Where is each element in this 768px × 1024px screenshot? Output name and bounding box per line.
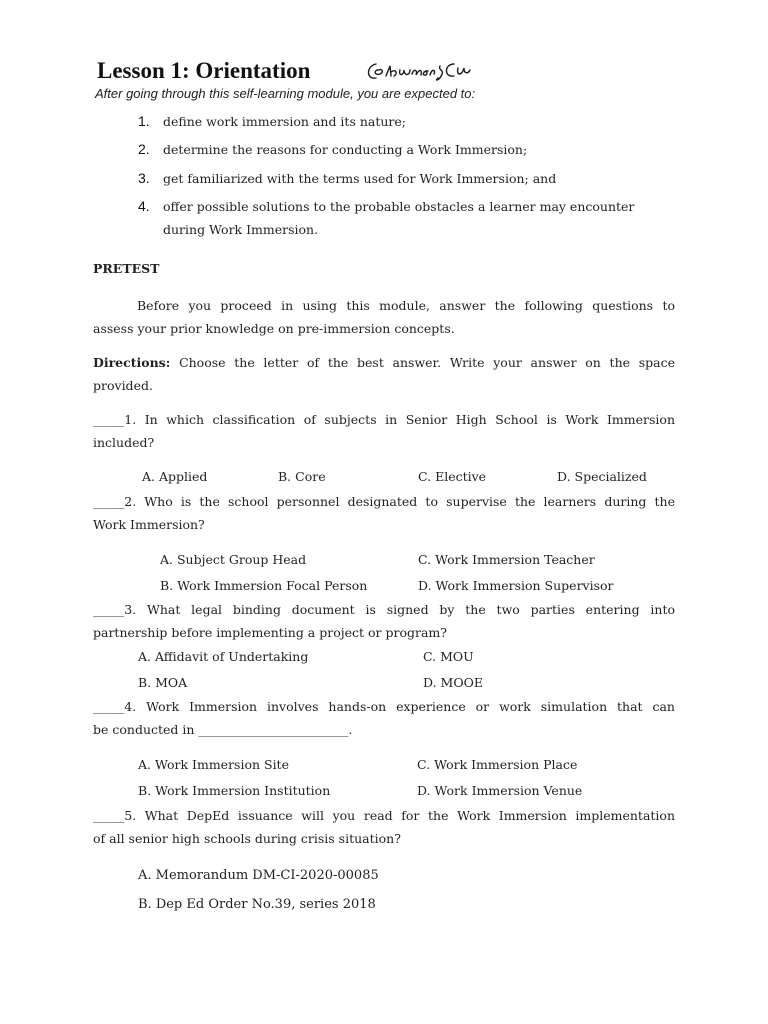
question-text: partnership before implementing a project or program? bbox=[93, 625, 447, 640]
question-text: _____1. In which classification of subjects in Senior High School is Work Immersion bbox=[93, 412, 675, 427]
directions bbox=[93, 351, 675, 397]
objective-continuation: during Work Immersion. bbox=[163, 222, 319, 237]
pretest-heading: PRETEST bbox=[93, 261, 160, 276]
answer-option: C. Work Immersion Place bbox=[417, 757, 578, 772]
question-1 bbox=[93, 408, 675, 454]
answer-option: C. MOU bbox=[423, 649, 474, 664]
objective-number: 3. bbox=[138, 170, 150, 186]
objective-item: get familiarized with the terms used for Work Immersion; and bbox=[163, 171, 557, 186]
question-text: Work Immersion? bbox=[93, 517, 205, 532]
answer-option: A. Memorandum DM-CI-2020-00085 bbox=[138, 868, 379, 883]
intro-text: After going through this self-learning module, you are expected to: bbox=[95, 86, 476, 101]
pretest-intro-line: assess your prior knowledge on pre-immersion concepts. bbox=[93, 321, 455, 336]
question-text: be conducted in ________________________. bbox=[93, 722, 353, 737]
answer-option: A. Affidavit of Undertaking bbox=[138, 649, 309, 664]
answer-option: C. Work Immersion Teacher bbox=[418, 552, 595, 567]
answer-option: B. Work Immersion Institution bbox=[138, 783, 331, 798]
pretest-intro bbox=[93, 294, 675, 340]
question-2 bbox=[93, 490, 675, 536]
objective-number: 1. bbox=[138, 113, 150, 129]
answer-option: C. Elective bbox=[418, 469, 487, 484]
objective-item: offer possible solutions to the probable obstacles a learner may encounter bbox=[163, 199, 635, 214]
handwritten-signature bbox=[364, 56, 494, 86]
answer-option: B. MOA bbox=[138, 675, 188, 690]
question-text: _____4. Work Immersion involves hands-on experience or work simulation that can bbox=[93, 699, 675, 714]
objective-item: define work immersion and its nature; bbox=[163, 114, 406, 129]
question-3 bbox=[93, 598, 675, 644]
objective-item: determine the reasons for conducting a Work Immersion; bbox=[163, 142, 528, 157]
question-text: _____5. What DepEd issuance will you read for the Work Immersion implementation bbox=[93, 808, 675, 823]
question-text: included? bbox=[93, 435, 155, 450]
objective-number: 2. bbox=[138, 141, 150, 157]
lesson-title: Lesson 1: Orientation bbox=[97, 58, 311, 83]
answer-option: A. Applied bbox=[142, 469, 208, 484]
pretest-intro-line: Before you proceed in using this module, answer the following questions to bbox=[137, 298, 675, 313]
answer-option: A. Subject Group Head bbox=[160, 552, 307, 567]
objective-number: 4. bbox=[138, 198, 150, 214]
answer-option: D. MOOE bbox=[423, 675, 483, 690]
directions-label: Directions: bbox=[93, 355, 171, 370]
answer-option: B. Work Immersion Focal Person bbox=[160, 578, 368, 593]
question-text: _____2. Who is the school personnel designated to supervise the learners during the bbox=[93, 494, 675, 509]
answer-option: B. Core bbox=[278, 469, 326, 484]
answer-option: B. Dep Ed Order No.39, series 2018 bbox=[138, 897, 376, 912]
question-4 bbox=[93, 695, 675, 741]
answer-option: D. Work Immersion Venue bbox=[417, 783, 583, 798]
question-text: of all senior high schools during crisis situation? bbox=[93, 831, 401, 846]
directions-text: Choose the letter of the best answer. Write your answer on the space bbox=[179, 355, 675, 370]
question-text: _____3. What legal binding document is signed by the two parties entering into bbox=[93, 602, 675, 617]
answer-option: D. Specialized bbox=[557, 469, 647, 484]
question-5 bbox=[93, 804, 675, 850]
directions-text: provided. bbox=[93, 378, 153, 393]
answer-option: D. Work Immersion Supervisor bbox=[418, 578, 614, 593]
answer-option: A. Work Immersion Site bbox=[138, 757, 289, 772]
